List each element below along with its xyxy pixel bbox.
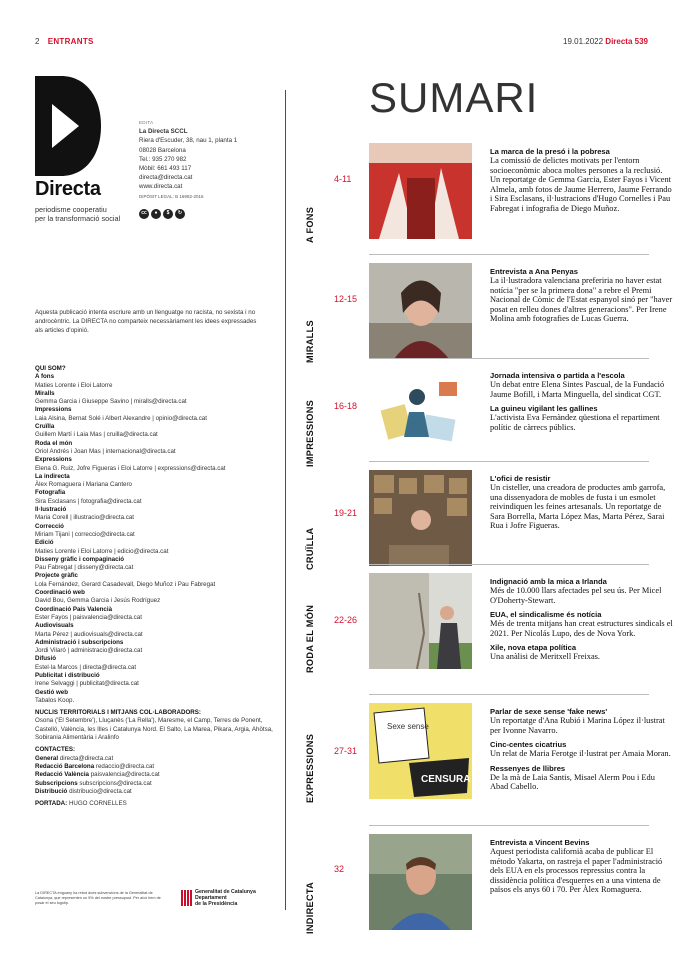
- toc-article-title[interactable]: Xile, nova etapa política: [490, 643, 577, 653]
- credit-role: A fons: [35, 373, 55, 381]
- edita-label: EDITA: [139, 120, 154, 125]
- credit-role: Projecte gràfic: [35, 572, 78, 580]
- toc-separator: [369, 564, 649, 565]
- toc-article-description: Un relat de Maria Ferotge il·lustrat per Amaia Moran.: [490, 749, 671, 759]
- toc-article-description: Aquest periodista californià acaba de publicar El método Yakarta, on rastreja el paper l'administració dels EUA en els processos repressius contra la dissidència política d'esquerres en a una vintena de països els anys 60 i 70. Per Àlex Romaguera.: [490, 847, 663, 895]
- contact-label: Distribució: [35, 787, 68, 795]
- contact-label: Redacció València: [35, 771, 89, 779]
- section-label: ENTRANTS: [47, 37, 94, 46]
- contact-email[interactable]: directa@directa.cat: [59, 754, 114, 762]
- publisher-info: [139, 118, 269, 219]
- senyera-icon: [181, 890, 192, 906]
- toc-section-pages[interactable]: 16-18: [334, 401, 358, 411]
- nuclis-title: NUCLIS TERRITORIALS I MITJANS COL·LABORADORS:: [35, 709, 201, 717]
- publisher-address-line: Riera d'Escuder, 38, nau 1, planta 1: [139, 137, 238, 145]
- credit-people: Estel·la Marcos | directa@directa.cat: [35, 663, 137, 671]
- credit-people: Sira Esclasans | fotografia@directa.cat: [35, 497, 142, 505]
- credit-people: Ester Fayos | paisvalencia@directa.cat: [35, 613, 142, 621]
- toc-thumbnail-image[interactable]: [369, 703, 472, 799]
- credit-role: Coordinació web: [35, 589, 85, 597]
- toc-section-name: INDIRECTA: [305, 881, 315, 934]
- generalitat-logo: Generalitat de Catalunya Departament de la Presidència: [181, 889, 256, 907]
- credit-role: Correcció: [35, 522, 64, 530]
- toc-items: [490, 147, 674, 219]
- credit-people: Lola Fernández, Gerard Casadevall, Diego Muñoz i Pau Fabregat: [35, 580, 216, 588]
- toc-article-description: Més de trenta mitjans han creat estructures sindicals el 2021. Per Nicolás Lupo, des de Nova York.: [490, 619, 673, 638]
- toc-thumbnail-image[interactable]: [369, 470, 472, 566]
- toc-article[interactable]: [490, 707, 674, 735]
- credit-people: Maria Corell | illustracio@directa.cat: [35, 514, 135, 522]
- credit-role: Administració i subscripcions: [35, 638, 124, 646]
- directa-logo: [35, 76, 125, 223]
- toc-article-title[interactable]: Parlar de sexe sense 'fake news': [490, 707, 608, 716]
- toc-article-description: Més de 10.000 llars afectades pel seu ús. Per Micel O'Doherty-Stewart.: [490, 586, 662, 605]
- cc-nc-icon: $: [163, 209, 173, 219]
- credit-role: Edició: [35, 539, 54, 547]
- credits-roles: [35, 373, 280, 705]
- toc-article[interactable]: [490, 147, 674, 214]
- toc-article-description: La comissió de delictes motivats per l'entorn socioeconòmic aboca moltes persones a la reclusió. Un reportatge de Gemma Garcia, Ester Fayos i Vicent Almela, amb fotos de Jaume Herrero, Jaume Ferrando i Sira Esclasans, il·lustracions d'Hugo Cornelles i Pau Fabregat i infografia de Diego Muñoz.: [490, 156, 672, 213]
- credit-role: Expressions: [35, 456, 72, 464]
- page-header-right: [563, 37, 648, 46]
- toc-section[interactable]: [300, 143, 672, 243]
- toc-section-pages[interactable]: 12-15: [334, 294, 358, 304]
- creative-commons-icons: [139, 209, 269, 219]
- credit-people: Oriol Andrés i Joan Mas | internacional@directa.cat: [35, 447, 176, 455]
- toc-article-title[interactable]: La marca de la presó i la pobresa: [490, 147, 610, 156]
- cover-label: PORTADA:: [35, 800, 68, 808]
- contact-email[interactable]: redaccio@directa.cat: [95, 762, 155, 770]
- toc-section-name: MIRALLS: [305, 320, 315, 363]
- toc-article[interactable]: [490, 610, 674, 638]
- credit-people: Irene Selvaggi | publicitat@directa.cat: [35, 680, 139, 688]
- toc-separator: [369, 694, 649, 695]
- contact-row: [35, 788, 280, 796]
- toc-thumbnail-image[interactable]: [369, 367, 472, 463]
- toc-section-name: RODA EL MÓN: [305, 604, 315, 673]
- credit-people: Elena G. Ruiz, Jofre Figueras i Eloi Latorre | expressions@directa.cat: [35, 464, 226, 472]
- subsidy-note: La DIRECTA enguany ha rebut dues subvencions de la Generalitat de Catalunya, que representen un 5% del nostre pressupost. Per això hem de posar el seu logotip.: [35, 891, 161, 905]
- logo-d-mark: [35, 76, 101, 176]
- toc-section-name: CRUÏLLA: [305, 527, 315, 570]
- cc-icon: cc: [139, 209, 149, 219]
- toc-thumbnail-image[interactable]: [369, 573, 472, 669]
- contact-label: Subscripcions: [35, 779, 78, 787]
- credit-role: Fotografia: [35, 489, 66, 497]
- toc-section-name: A FONS: [305, 206, 315, 243]
- toc-section-pages[interactable]: 32: [334, 864, 345, 874]
- publisher-website[interactable]: www.directa.cat: [139, 183, 183, 191]
- toc-section-pages[interactable]: 4-11: [334, 174, 352, 184]
- page-title: SUMARI: [369, 74, 539, 121]
- contact-label: General: [35, 754, 59, 762]
- toc-section-pages[interactable]: 19-21: [334, 508, 358, 518]
- contact-row: [35, 755, 280, 763]
- credit-role: Miralls: [35, 389, 55, 397]
- toc-article[interactable]: [490, 474, 674, 531]
- cover-credit: HUGO CORNELLES: [68, 800, 127, 808]
- credit-role: Disseny gràfic i compaginació: [35, 555, 125, 563]
- credit-people: David Bou, Gemma Garcia i Jesús Rodríguez: [35, 597, 161, 605]
- toc-section[interactable]: [300, 834, 663, 934]
- toc-article[interactable]: [490, 838, 674, 895]
- page-header-left: [35, 37, 94, 46]
- logo-tagline: periodisme cooperatiu per la transformació social: [35, 205, 121, 223]
- credit-people: Àlex Romaguera i Mariana Cantero: [35, 481, 132, 489]
- issue-number: Directa 539: [605, 37, 648, 46]
- contact-email[interactable]: subscripcions@directa.cat: [79, 779, 152, 787]
- toc-separator: [369, 254, 649, 255]
- publisher-name: La Directa SCCL: [139, 128, 188, 136]
- toc-article-description: Un reportatge d'Ana Rubió i Marina López il·lustrat per Ivonne Navarro.: [490, 716, 665, 735]
- toc-article-description: Un cisteller, una creadora de productes amb garrofa, una dissenyadora de mobles de fusta i un esmolet reivindiquen les feines artesanals. Un reportatge de Sara Borrella, Marta López Mas, Marta Pérez, Sarai Rua i Jofre Figueras.: [490, 483, 666, 531]
- contact-email[interactable]: paisvalencia@directa.cat: [90, 771, 160, 779]
- toc-items: [490, 474, 674, 536]
- credit-people: Guillem Martí i Laia Mas | cruilla@directa.cat: [35, 431, 158, 439]
- publisher-mobile: Mòbil: 661 493 117: [139, 165, 192, 173]
- toc-separator: [369, 461, 649, 462]
- toc-article-description: Una anàlisi de Meritxell Freixas.: [490, 652, 601, 662]
- contacts-title: CONTACTES:: [35, 746, 76, 754]
- credit-people: Laia Alsina, Bernat Solé i Albert Alexandre | opinio@directa.cat: [35, 414, 207, 422]
- logo-wordmark: Directa: [35, 178, 101, 200]
- toc-article-description: Un debat entre Elena Sintes Pascual, de la Fundació Jaume Bofill, i Marta Minguella, del sindicat CGT.: [490, 380, 665, 399]
- toc-article-title[interactable]: Entrevista a Ana Penyas: [490, 267, 578, 276]
- cc-by-icon: ●: [151, 209, 161, 219]
- contact-email[interactable]: distribucio@directa.cat: [69, 787, 132, 795]
- toc-separator: [369, 825, 649, 826]
- toc-thumbnail-image[interactable]: [369, 143, 472, 239]
- toc-article-title[interactable]: Cinc-centes cicatrius: [490, 740, 567, 750]
- credit-people: Tabalos Koop.: [35, 696, 75, 704]
- issue-date: 19.01.2022: [563, 37, 604, 46]
- column-divider: [285, 90, 286, 910]
- toc-thumbnail-image[interactable]: [369, 263, 472, 359]
- toc-article[interactable]: [490, 764, 674, 792]
- page-number: 2: [35, 37, 40, 46]
- credit-people: Maties Lorente i Eloi Latorre: [35, 381, 113, 389]
- censura-stamp: CENSURA: [421, 774, 471, 785]
- toc-section[interactable]: [300, 367, 665, 467]
- toc-article-title[interactable]: Jornada intensiva o partida a l'escola: [490, 371, 625, 380]
- contacts-list: [35, 755, 280, 796]
- credit-role: Gestió web: [35, 688, 69, 696]
- toc-items: [490, 267, 674, 329]
- toc-items: [490, 707, 674, 797]
- toc-article-description: L'activista Eva Fernàndez qüestiona el repartiment polític de càrrecs públics.: [490, 413, 660, 432]
- toc-article-description: De la mà de Laia Santis, Misael Alerm Pou i Edu Abad Cabello.: [490, 772, 655, 792]
- toc-section[interactable]: [300, 703, 671, 803]
- cc-sa-icon: ↻: [175, 209, 185, 219]
- language-notice: Aquesta publicació intenta escriure amb un llenguatge no racista, no sexista i no androcèntric. La DIRECTA no comparteix necessàriament les idees expressades als articles d'opinió.: [35, 309, 257, 335]
- toc-article-title[interactable]: Entrevista a Vincent Bevins: [490, 838, 590, 847]
- credit-role: Il·lustració: [35, 506, 67, 514]
- credit-role: Coordinació País Valencià: [35, 605, 113, 613]
- credits-title: QUI SOM?: [35, 365, 66, 372]
- toc-article[interactable]: [490, 371, 674, 399]
- legal-deposit: DIPÒSIT LEGAL: B 16982-2016: [139, 193, 204, 199]
- toc-items: [490, 838, 674, 900]
- credit-people: Pau Fabregat | disseny@directa.cat: [35, 564, 134, 572]
- credit-role: Difusió: [35, 655, 56, 663]
- toc-article-title[interactable]: L'ofici de resistir: [490, 474, 551, 483]
- publisher-email[interactable]: directa@directa.cat: [139, 174, 193, 182]
- toc-thumbnail-image[interactable]: [369, 834, 472, 930]
- toc-section-name: EXPRESSIONS: [305, 733, 315, 803]
- credit-role: Roda el món: [35, 439, 73, 447]
- credit-people: Maties Lorente i Eloi Latorre | edicio@directa.cat: [35, 547, 169, 555]
- contact-row: [35, 763, 280, 771]
- staff-credits: [35, 365, 280, 808]
- credit-people: Jordi Vilaró | administracio@directa.cat: [35, 647, 143, 655]
- toc-section[interactable]: [300, 470, 666, 570]
- toc-article[interactable]: [490, 577, 674, 605]
- toc-article[interactable]: [490, 267, 674, 324]
- toc-article-title[interactable]: La guineu vigilant les gallines: [490, 404, 598, 414]
- thumb-caption: Sexe sense: [387, 722, 429, 731]
- toc-section-name: IMPRESSIONS: [305, 399, 315, 467]
- toc-article-description: La il·lustradora valenciana preferiria no haver estat notícia "per se la primera dona" a rebre el Premi Nacional de Còmic de l'Estat espanyol sinó per "haver posat en relleu dones d'altres generacions". Per Irene Molina amb fotografies de Lucas Guerra.: [490, 276, 673, 324]
- credit-role: Cruïlla: [35, 423, 55, 431]
- publisher-address-line: 08028 Barcelona: [139, 146, 186, 154]
- credit-role: Impressions: [35, 406, 72, 414]
- toc-section[interactable]: [300, 573, 673, 673]
- toc-section-pages[interactable]: 27-31: [334, 746, 358, 756]
- credit-role: Publicitat i distribució: [35, 671, 100, 679]
- nuclis-list: Osona ('El Setembre'), Lluçanès ('La Rella'), Maresme, el Camp, Terres de Ponent, Castelló, València, les Illes i Catalunya Nord. El Salto, La Marea, Pikara, Argia, Ahötsa, Sobirania Alimentària i Aralinfo: [35, 717, 273, 742]
- publisher-phone: Tel.: 935 270 982: [139, 155, 187, 163]
- toc-article-title[interactable]: Indignació amb la mica a Irlanda: [490, 577, 607, 586]
- toc-article[interactable]: [490, 740, 674, 759]
- toc-items: [490, 577, 674, 667]
- toc-article-title[interactable]: Ressenyes de llibres: [490, 763, 566, 773]
- credit-role: Audiovisuals: [35, 622, 74, 630]
- toc-article-title[interactable]: EUA, el sindicalisme és notícia: [490, 610, 602, 620]
- toc-items: [490, 371, 674, 437]
- toc-section-pages[interactable]: 22-26: [334, 615, 358, 625]
- toc-section[interactable]: [300, 263, 673, 363]
- contact-row: [35, 780, 280, 788]
- contact-row: [35, 771, 280, 779]
- credit-people: Marta Pérez | audiovisuals@directa.cat: [35, 630, 143, 638]
- toc-separator: [369, 358, 649, 359]
- toc-article[interactable]: [490, 643, 674, 662]
- credit-role: La indirecta: [35, 472, 70, 480]
- credit-people: Gemma Garcia i Giuseppe Savino | miralls@directa.cat: [35, 398, 187, 406]
- toc-article[interactable]: [490, 404, 674, 432]
- credit-people: Miriam Tijani | correccio@directa.cat: [35, 530, 135, 538]
- contact-label: Redacció Barcelona: [35, 762, 95, 770]
